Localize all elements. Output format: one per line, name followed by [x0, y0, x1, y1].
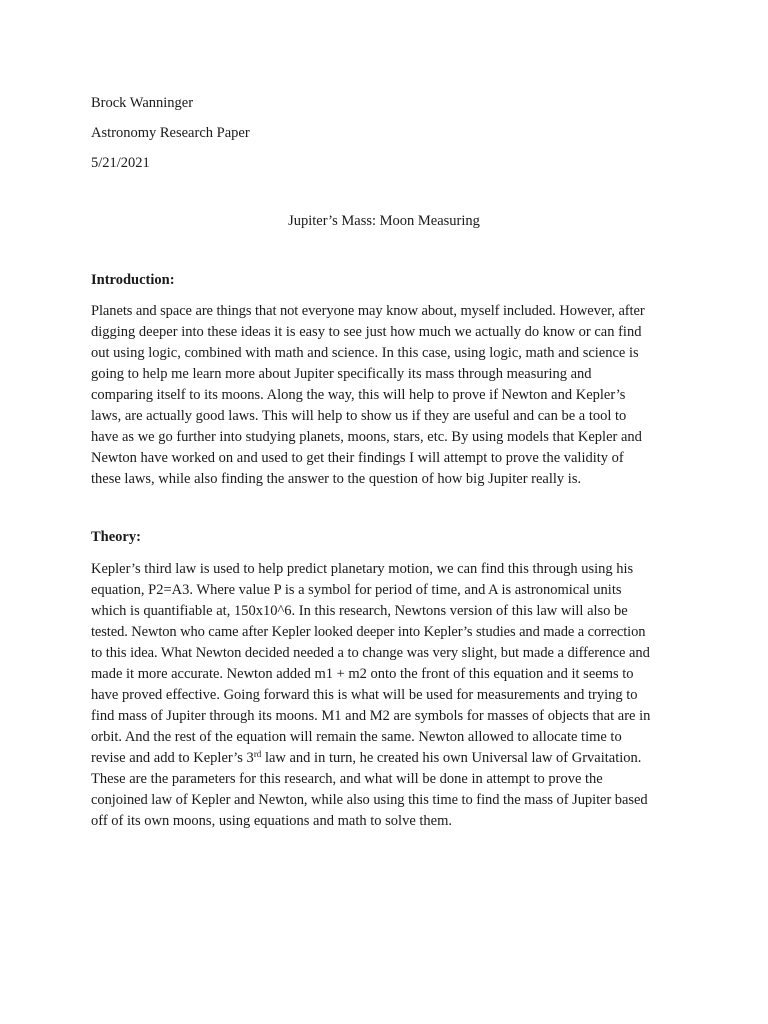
paragraph-line: Kepler’s third law is used to help predict planetary motion, we can find this through using his [91, 561, 634, 577]
paragraph-line: digging deeper into these ideas it is easy to see just how much we actually do know or can find [91, 324, 642, 340]
paragraph-line: conjoined law of Kepler and Newton, while also using this time to find the mass of Jupiter based [91, 792, 648, 808]
paragraph-line: Newton have worked on and used to get their findings I will attempt to prove the validity of [91, 450, 624, 466]
paragraph-line: have as we go further into studying planets, moons, stars, etc. By using models that Kepler and [91, 429, 642, 445]
paragraph-line: comparing itself to its moons. Along the way, this will help to prove if Newton and Kepler’s [91, 387, 626, 403]
paragraph-line: have proved effective. Going forward this is what will be used for measurements and trying to [91, 687, 638, 703]
paragraph-line: equation, P2=A3. Where value P is a symbol for period of time, and A is astronomical units [91, 582, 622, 598]
paragraph-line: orbit. And the rest of the equation will remain the same. Newton allowed to allocate time to [91, 729, 622, 745]
line-text: law and in turn, he created his own Universal law of Grvaitation. [261, 750, 642, 766]
paragraph-line: laws, are actually good laws. This will help to show us if they are useful and can be a tool to [91, 408, 627, 424]
page-title: Jupiter’s Mass: Moon Measuring [288, 213, 480, 229]
paragraph-line: these laws, while also finding the answer to the question of how big Jupiter really is. [91, 471, 582, 487]
paragraph-line: Planets and space are things that not everyone may know about, myself included. However, after [91, 303, 645, 319]
paragraph-line: off of its own moons, using equations and math to solve them. [91, 813, 452, 829]
paragraph-line [91, 749, 641, 767]
author-name: Brock Wanninger [91, 95, 194, 111]
paragraph-line: which is quantifiable at, 150x10^6. In this research, Newtons version of this law will also be [91, 603, 628, 619]
paragraph-line: made it more accurate. Newton added m1 + m2 onto the front of this equation and it seems to [91, 666, 634, 682]
paragraph-line: out using logic, combined with math and science. In this case, using logic, math and science is [91, 345, 639, 361]
paragraph-line: These are the parameters for this research, and what will be done in attempt to prove the [91, 771, 603, 787]
ordinal-suffix: rd [253, 749, 262, 759]
course-name: Astronomy Research Paper [91, 125, 250, 141]
paragraph-line: to this idea. What Newton decided needed a to change was very slight, but made a difference and [91, 645, 650, 661]
introduction-heading: Introduction: [91, 272, 175, 288]
paragraph-line: going to help me learn more about Jupiter specifically its mass through measuring and [91, 366, 592, 382]
paragraph-line: tested. Newton who came after Kepler looked deeper into Kepler’s studies and made a correction [91, 624, 646, 640]
line-text: revise and add to Kepler’s 3 [91, 750, 254, 766]
theory-heading: Theory: [91, 529, 141, 545]
paragraph-line: find mass of Jupiter through its moons. M1 and M2 are symbols for masses of objects that are in [91, 708, 651, 724]
paper-date: 5/21/2021 [91, 155, 150, 171]
